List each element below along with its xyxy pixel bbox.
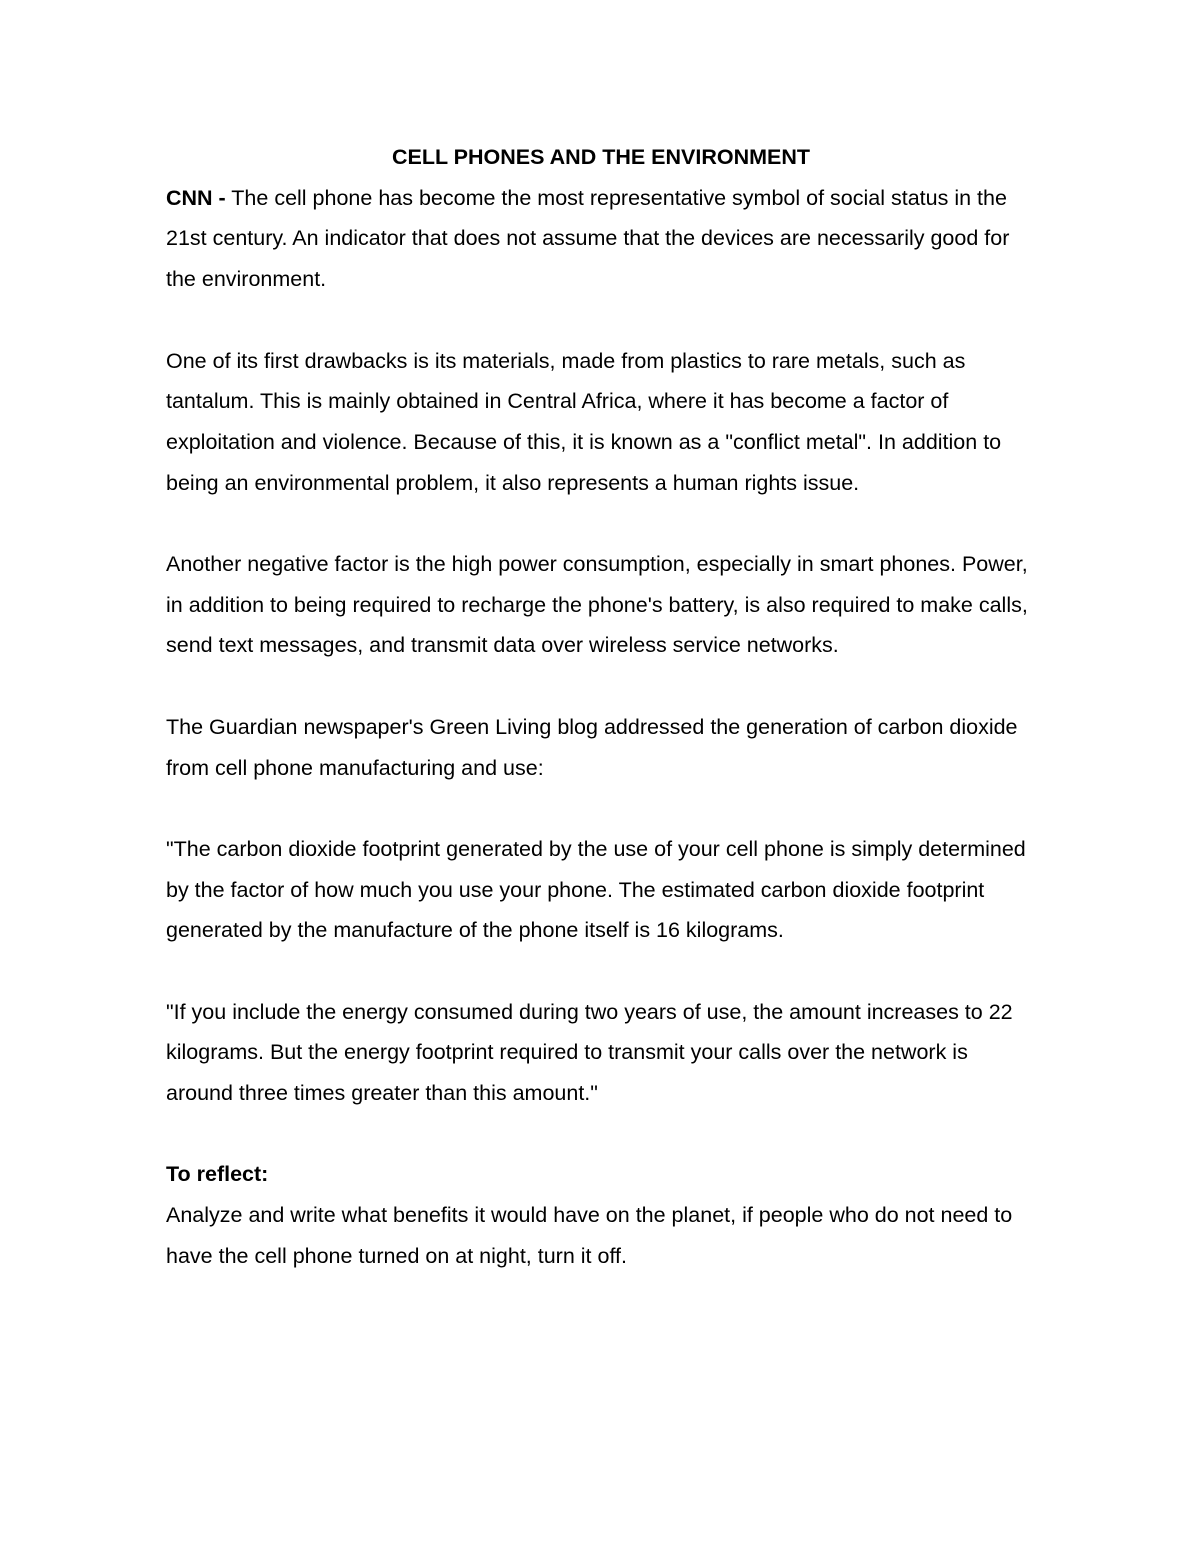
intro-paragraph (166, 178, 1036, 300)
reflect-text: Analyze and write what benefits it would have on the planet, if people who do not need to have the cell phone turned on at night, turn it off. (166, 1203, 1013, 1268)
quote-paragraph-2: "If you include the energy consumed during two years of use, the amount increases to 22 kilograms. But the energy footprint required to transmit your calls over the network is around three times greater than this amount." (166, 999, 1013, 1106)
document-body (166, 137, 1036, 1277)
paragraph-guardian: The Guardian newspaper's Green Living blog addressed the generation of carbon dioxide from cell phone manufacturing and use: (166, 714, 1018, 780)
paragraph-spacer (166, 951, 1036, 992)
paragraph-spacer (166, 503, 1036, 544)
document-title: CELL PHONES AND THE ENVIRONMENT (391, 145, 811, 169)
intro-source: CNN - (166, 185, 226, 210)
paragraph-power: Another negative factor is the high power consumption, especially in smart phones. Power, in addition to being required to recharge the phone's battery, is also required to make calls, send text messages, and transmit data over wireless service networks. (166, 552, 1028, 658)
paragraph-spacer (166, 788, 1036, 829)
intro-text: The cell phone has become the most representative symbol of social status in the 21st century. An indicator that does not assume that the devices are necessarily good for the environment. (166, 185, 1010, 292)
paragraph-spacer (166, 1114, 1036, 1155)
reflect-heading: To reflect: (166, 1162, 269, 1187)
paragraph-materials: One of its first drawbacks is its materials, made from plastics to rare metals, such as tantalum. This is mainly obtained in Central Africa, where it has become a factor of exploitation and violence. Because of this, it is known as a "conflict metal". In addition to being an environmental problem, it also represents a human rights issue. (166, 348, 1002, 495)
quote-paragraph-1: "The carbon dioxide footprint generated by the use of your cell phone is simply determined by the factor of how much you use your phone. The estimated carbon dioxide footprint generated by the manufacture of the phone itself is 16 kilograms. (166, 836, 1026, 943)
paragraph-spacer (166, 666, 1036, 707)
paragraph-spacer (166, 300, 1036, 341)
